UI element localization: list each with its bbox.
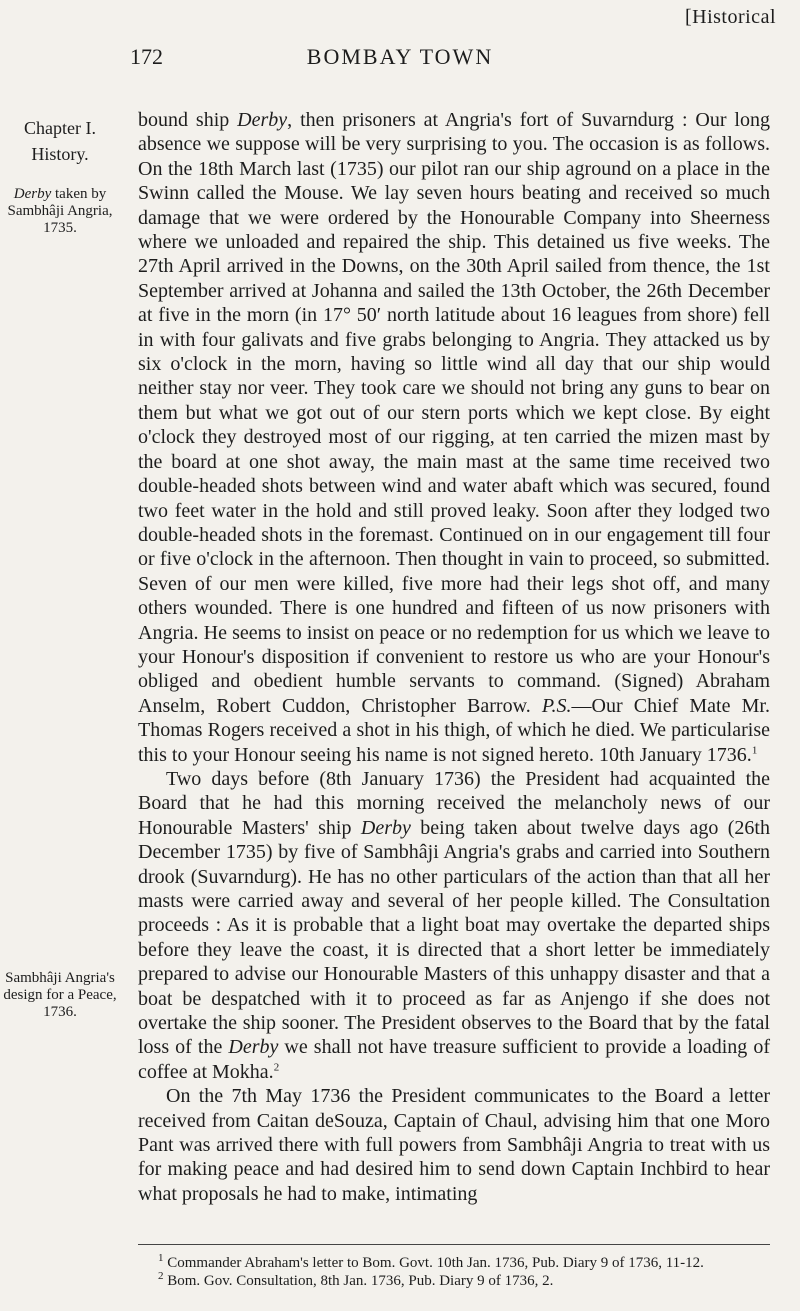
text-run: —Our Chief Mate Mr. Thomas Rogers received a shot in his thigh, of which he died. We particularise this to your Honour seeing his name is not signed hereto. 10th January 1736. — [138, 694, 770, 766]
margin-chapter: Chapter I. — [24, 118, 96, 138]
margin-history: History. — [31, 144, 89, 164]
margin-note-year: 1735. — [43, 220, 77, 236]
text-run: bound ship — [138, 109, 238, 131]
ship-name: Derby — [360, 816, 411, 839]
text-run: , then prisoners at Angria's fort of Suvarndurg : Our long absence we suppose will be very surprising to you. The occasion is as follows. On the 18th March last (1735) our pilot ran our ship aground on a place in the Swinn called the Mouse. We lay seven hours beating and received so much damage that we were ordered by the Honourable Company into Sheerness where we unloaded and repaired the ship. This detained us five weeks. The 27th April arrived in the Downs, on the 30th April sailed from thence, the 1st September arrived at Johanna and sailed the 13th October, the 26th December at five in the morn (in 17° 50′ north latitude about 16 leagues from shore) fell in with four galivats and five grabs belonging to Angria. They attacked us by six o'clock in the morn, having so little wind all day that our ship would neither stay nor veer. They took care we should not bring any guns to bear on them but what we got out of our stern ports which we kept close. By eight o'clock they destroyed most of our rigging, at ten carried the mizen mast by the board at one shot away, the main mast at the same time received two double-headed shots between wind and water abaft which was secured, found two feet water in the hold and still proved leaky. Soon after they lodged two double-headed shots in the foremast. Continued on in our engagement till four or five o'clock in the afternoon. Then thought in vain to proceed, so submitted. Seven of our men were killed, five more had their legs shot off, and many others wounded. There is one hundred and fifteen of us now prisoners with Angria. He seems to insist on peace or no redemption for us which we leave to your Honour's disposition if convenient to restore us who are your Honour's obliged and obedient humble servants to command. (Signed) Abraham Anselm, Robert Cuddon, Christopher Barrow. — [138, 109, 770, 717]
margin-note-ship-name: Derby — [13, 186, 52, 202]
footnote-2 — [138, 1272, 770, 1290]
postscript-label: P.S. — [541, 694, 572, 717]
paragraph-3: On the 7th May 1736 the President communicates to the Board a letter received from Caitan deSouza, Captain of Chaul, advising him that one Moro Pant was arrived there with full powers from Sambhâji Angria to treat with us for making peace and had desired him to send down Captain Inchbird to hear what proposals he had to make, intimating — [138, 1085, 770, 1205]
footnotes — [138, 1254, 770, 1290]
margin-note-derby — [0, 186, 120, 237]
margin-note-year: 1736. — [43, 1004, 77, 1020]
main-text — [138, 108, 770, 1206]
footnote-ref: 2 — [273, 1061, 280, 1074]
margin-note-peace — [0, 970, 120, 1021]
footnote-text: Bom. Gov. Consultation, 8th Jan. 1736, Pub. Diary 9 of 1736, 2. — [163, 1273, 554, 1289]
footnote-mark: 2 — [158, 1270, 164, 1282]
paragraph-2 — [138, 767, 770, 1084]
footnote-divider — [138, 1244, 770, 1245]
paragraph-1 — [138, 108, 770, 767]
footnote-mark: 1 — [158, 1252, 164, 1264]
margin-note-text: Sambhâji Angria's design for a Peace, — [3, 970, 117, 1003]
footnote-text: Commander Abraham's letter to Bom. Govt. 10th Jan. 1736, Pub. Diary 9 of 1736, 11-12. — [163, 1255, 704, 1271]
running-title: BOMBAY TOWN — [306, 44, 494, 69]
footnote-1 — [138, 1254, 770, 1272]
section-header: [Historical — [684, 6, 776, 28]
footnote-ref: 1 — [751, 743, 758, 756]
ship-name: Derby — [237, 109, 288, 131]
text-run: Two days before (8th January 1736) the President had acquainted the Board that he had this morning received the melancholy news of our Honourable Masters' ship — [138, 767, 770, 839]
text-run: we shall not have treasure sufficient to provide a loading of coffee at Mokha. — [138, 1036, 771, 1083]
page-number: 172 — [130, 44, 163, 69]
ship-name: Derby — [228, 1036, 279, 1059]
margin-note-text: taken by Sambhâji Angria, — [7, 186, 113, 219]
text-run: being taken about twelve days ago (26th December 1735) by five of Sambhâji Angria's grabs and carried into Southern drook (Suvarndurg). He has no other particulars of the action than that all her masts were carried away and several of her people killed. The Consultation proceeds : As it is probable that a light boat may overtake the departed ships before they leave the coast, it is directed that a short letter be immediately prepared to advise our Honourable Masters of this unhappy disaster and that a boat be despatched with it to proceed as far as Anjengo if she does not overtake the ship sooner. The President observes to the Board that by the fatal loss of the — [138, 816, 770, 1059]
